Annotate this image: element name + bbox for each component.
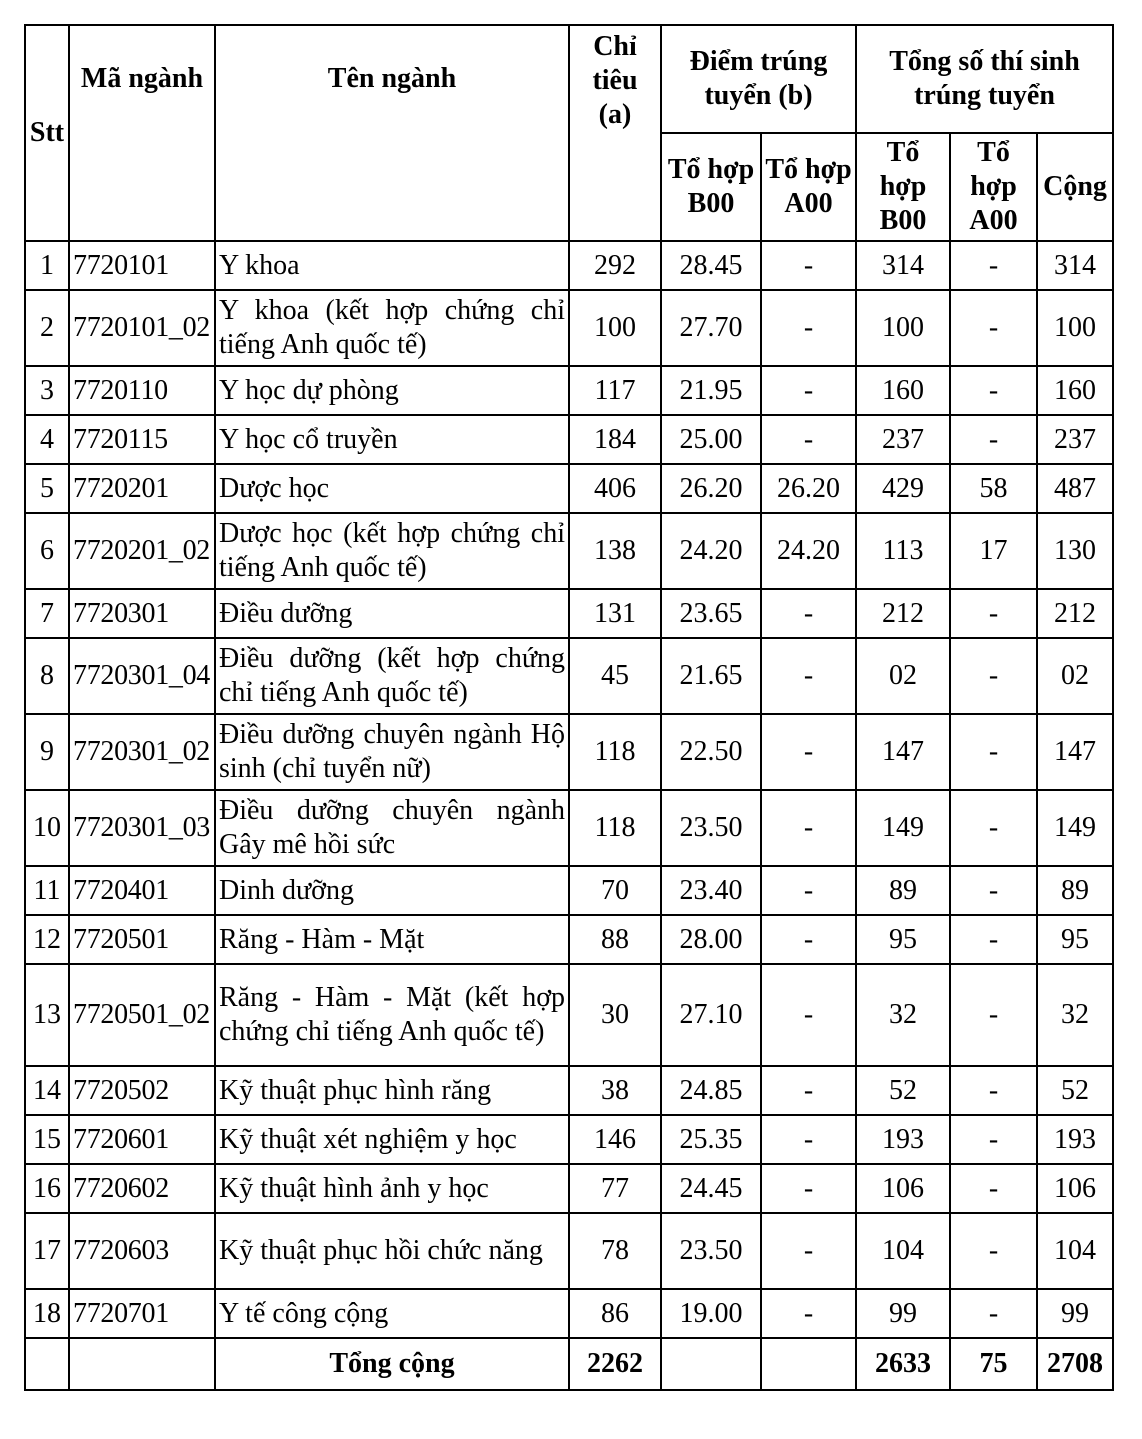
row-admitted-total: 52 [1037,1066,1113,1115]
table-row [25,241,1113,290]
row-stt: 3 [25,366,69,415]
table-row [25,1289,1113,1338]
row-name: Kỹ thuật xét nghiệm y học [215,1115,569,1164]
row-stt: 5 [25,464,69,513]
row-admitted-total: 104 [1037,1213,1113,1289]
table-row [25,464,1113,513]
row-quota: 118 [569,714,661,790]
row-code: 7720401 [69,866,215,915]
table-row [25,1115,1113,1164]
row-stt: 11 [25,866,69,915]
row-admitted-b00: 100 [856,290,950,366]
row-score-b00: 24.20 [661,513,761,589]
total-score-b00-cell [661,1338,761,1390]
row-name: Y học dự phòng [215,366,569,415]
row-admitted-a00: - [950,241,1037,290]
row-score-b00: 24.45 [661,1164,761,1213]
header-quota: Chỉ tiêu (a) [569,25,661,241]
row-name: Kỹ thuật phục hồi chức năng [215,1213,569,1289]
row-score-a00: - [761,589,856,638]
row-name: Điều dưỡng (kết hợp chứng chỉ tiếng Anh quốc tế) [215,638,569,714]
row-name: Y khoa (kết hợp chứng chỉ tiếng Anh quốc tế) [215,290,569,366]
row-name: Điều dưỡng chuyên ngành Gây mê hồi sức [215,790,569,866]
row-name: Kỹ thuật phục hình răng [215,1066,569,1115]
total-admitted-b00: 2633 [856,1338,950,1390]
row-score-b00: 19.00 [661,1289,761,1338]
row-code: 7720603 [69,1213,215,1289]
row-score-b00: 21.95 [661,366,761,415]
row-admitted-total: 32 [1037,964,1113,1066]
table-row [25,866,1113,915]
row-admitted-total: 147 [1037,714,1113,790]
row-quota: 38 [569,1066,661,1115]
row-score-b00: 24.85 [661,1066,761,1115]
row-score-a00: - [761,638,856,714]
row-admitted-a00: 17 [950,513,1037,589]
table-row [25,366,1113,415]
row-admitted-total: 02 [1037,638,1113,714]
row-code: 7720501 [69,915,215,964]
row-admitted-a00: - [950,589,1037,638]
row-score-a00: - [761,790,856,866]
total-score-a00-cell [761,1338,856,1390]
row-score-b00: 28.45 [661,241,761,290]
row-code: 7720110 [69,366,215,415]
row-quota: 86 [569,1289,661,1338]
row-admitted-a00: - [950,714,1037,790]
row-name: Răng - Hàm - Mặt [215,915,569,964]
header-score-group: Điểm trúng tuyển (b) [661,25,856,133]
row-name: Răng - Hàm - Mặt (kết hợp chứng chỉ tiếng Anh quốc tế) [215,964,569,1066]
row-score-a00: - [761,915,856,964]
table-row [25,290,1113,366]
row-name: Kỹ thuật hình ảnh y học [215,1164,569,1213]
row-admitted-b00: 106 [856,1164,950,1213]
row-admitted-b00: 52 [856,1066,950,1115]
row-quota: 292 [569,241,661,290]
total-label: Tổng cộng [215,1338,569,1390]
row-stt: 16 [25,1164,69,1213]
row-admitted-a00: - [950,866,1037,915]
row-score-b00: 25.00 [661,415,761,464]
row-stt: 8 [25,638,69,714]
row-admitted-total: 314 [1037,241,1113,290]
row-code: 7720602 [69,1164,215,1213]
table-body [25,241,1113,1338]
row-admitted-total: 89 [1037,866,1113,915]
row-score-b00: 23.65 [661,589,761,638]
row-admitted-a00: - [950,1289,1037,1338]
row-code: 7720601 [69,1115,215,1164]
row-score-a00: - [761,1115,856,1164]
table-row [25,589,1113,638]
row-admitted-b00: 02 [856,638,950,714]
row-admitted-a00: - [950,1213,1037,1289]
row-score-a00: - [761,964,856,1066]
row-admitted-b00: 95 [856,915,950,964]
header-score-b00: Tổ hợp B00 [661,133,761,241]
row-code: 7720701 [69,1289,215,1338]
row-score-b00: 27.10 [661,964,761,1066]
row-score-a00: - [761,1289,856,1338]
row-name: Dược học [215,464,569,513]
row-admitted-b00: 32 [856,964,950,1066]
row-name: Y khoa [215,241,569,290]
row-admitted-total: 193 [1037,1115,1113,1164]
header-code: Mã ngành [69,25,215,241]
row-score-a00: - [761,290,856,366]
row-admitted-a00: 58 [950,464,1037,513]
row-admitted-b00: 104 [856,1213,950,1289]
row-admitted-total: 160 [1037,366,1113,415]
row-score-b00: 26.20 [661,464,761,513]
row-admitted-total: 100 [1037,290,1113,366]
table-header [25,25,1113,241]
row-quota: 88 [569,915,661,964]
row-admitted-b00: 147 [856,714,950,790]
row-quota: 184 [569,415,661,464]
row-stt: 7 [25,589,69,638]
row-code: 7720101 [69,241,215,290]
row-admitted-a00: - [950,1115,1037,1164]
header-name: Tên ngành [215,25,569,241]
table-row [25,915,1113,964]
row-code: 7720115 [69,415,215,464]
row-quota: 70 [569,866,661,915]
row-admitted-a00: - [950,638,1037,714]
table-row [25,1164,1113,1213]
row-code: 7720101_02 [69,290,215,366]
admissions-table [24,24,1114,1391]
row-quota: 117 [569,366,661,415]
table-row [25,1066,1113,1115]
row-admitted-a00: - [950,1164,1037,1213]
row-admitted-b00: 314 [856,241,950,290]
table-row [25,638,1113,714]
row-stt: 18 [25,1289,69,1338]
row-stt: 17 [25,1213,69,1289]
row-code: 7720201_02 [69,513,215,589]
row-admitted-a00: - [950,790,1037,866]
row-admitted-a00: - [950,290,1037,366]
row-score-b00: 25.35 [661,1115,761,1164]
row-quota: 131 [569,589,661,638]
row-name: Dinh dưỡng [215,866,569,915]
row-code: 7720301_04 [69,638,215,714]
row-admitted-b00: 429 [856,464,950,513]
row-admitted-b00: 237 [856,415,950,464]
row-score-b00: 23.50 [661,790,761,866]
row-score-a00: - [761,1213,856,1289]
table-row [25,513,1113,589]
row-score-b00: 23.50 [661,1213,761,1289]
row-admitted-a00: - [950,1066,1037,1115]
row-score-a00: - [761,415,856,464]
row-score-a00: - [761,1164,856,1213]
row-score-a00: - [761,1066,856,1115]
row-stt: 4 [25,415,69,464]
row-admitted-a00: - [950,915,1037,964]
row-quota: 100 [569,290,661,366]
row-score-a00: - [761,366,856,415]
row-admitted-b00: 160 [856,366,950,415]
row-admitted-total: 149 [1037,790,1113,866]
row-admitted-b00: 212 [856,589,950,638]
row-stt: 1 [25,241,69,290]
total-row [25,1338,1113,1390]
row-quota: 118 [569,790,661,866]
header-stt: Stt [25,25,69,241]
row-score-b00: 22.50 [661,714,761,790]
row-admitted-a00: - [950,366,1037,415]
row-stt: 10 [25,790,69,866]
row-code: 7720502 [69,1066,215,1115]
row-score-a00: - [761,241,856,290]
row-admitted-b00: 113 [856,513,950,589]
row-admitted-total: 212 [1037,589,1113,638]
header-score-a00: Tổ hợp A00 [761,133,856,241]
row-code: 7720301_02 [69,714,215,790]
row-stt: 13 [25,964,69,1066]
row-quota: 406 [569,464,661,513]
total-stt-cell [25,1338,69,1390]
header-admitted-group: Tổng số thí sinh trúng tuyển [856,25,1113,133]
row-score-b00: 27.70 [661,290,761,366]
row-admitted-b00: 89 [856,866,950,915]
row-stt: 9 [25,714,69,790]
row-score-a00: 26.20 [761,464,856,513]
total-quota: 2262 [569,1338,661,1390]
row-admitted-b00: 193 [856,1115,950,1164]
row-name: Y tế công cộng [215,1289,569,1338]
table-row [25,1213,1113,1289]
table-row [25,714,1113,790]
header-admitted-a00: Tổ hợp A00 [950,133,1037,241]
row-stt: 2 [25,290,69,366]
row-admitted-a00: - [950,964,1037,1066]
row-admitted-total: 95 [1037,915,1113,964]
row-code: 7720201 [69,464,215,513]
total-admitted-a00: 75 [950,1338,1037,1390]
header-admitted-b00: Tổ hợp B00 [856,133,950,241]
row-stt: 15 [25,1115,69,1164]
row-score-a00: - [761,714,856,790]
row-code: 7720501_02 [69,964,215,1066]
row-name: Điều dưỡng [215,589,569,638]
total-admitted-total: 2708 [1037,1338,1113,1390]
row-code: 7720301 [69,589,215,638]
row-score-b00: 23.40 [661,866,761,915]
row-admitted-total: 130 [1037,513,1113,589]
total-code-cell [69,1338,215,1390]
row-admitted-b00: 149 [856,790,950,866]
row-code: 7720301_03 [69,790,215,866]
table-row [25,415,1113,464]
header-admitted-total: Cộng [1037,133,1113,241]
row-admitted-total: 487 [1037,464,1113,513]
table-row [25,790,1113,866]
row-admitted-b00: 99 [856,1289,950,1338]
row-admitted-total: 106 [1037,1164,1113,1213]
row-stt: 12 [25,915,69,964]
row-score-b00: 21.65 [661,638,761,714]
row-stt: 6 [25,513,69,589]
row-quota: 30 [569,964,661,1066]
row-score-a00: 24.20 [761,513,856,589]
row-quota: 146 [569,1115,661,1164]
row-name: Dược học (kết hợp chứng chỉ tiếng Anh quốc tế) [215,513,569,589]
row-name: Y học cổ truyền [215,415,569,464]
row-admitted-total: 237 [1037,415,1113,464]
table-row [25,964,1113,1066]
row-quota: 138 [569,513,661,589]
row-quota: 78 [569,1213,661,1289]
row-admitted-total: 99 [1037,1289,1113,1338]
row-stt: 14 [25,1066,69,1115]
row-score-b00: 28.00 [661,915,761,964]
row-name: Điều dưỡng chuyên ngành Hộ sinh (chỉ tuyển nữ) [215,714,569,790]
row-quota: 45 [569,638,661,714]
row-score-a00: - [761,866,856,915]
row-quota: 77 [569,1164,661,1213]
row-admitted-a00: - [950,415,1037,464]
